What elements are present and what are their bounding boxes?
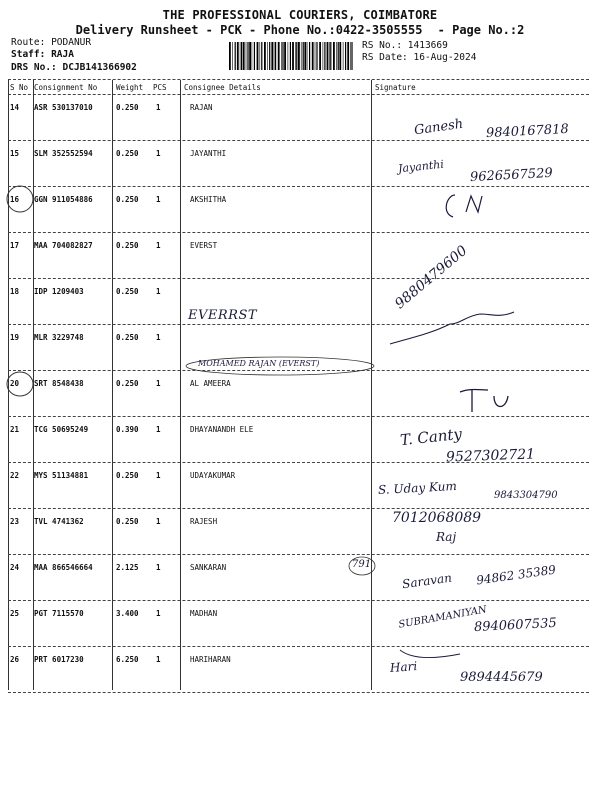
cell-sno: 21 — [10, 425, 20, 434]
rs-no-value: 1413669 — [407, 40, 448, 51]
cell-sno: 17 — [10, 241, 20, 250]
cell-consignment: IDP 1209403 — [34, 287, 84, 296]
hw-hari: Hari — [389, 659, 418, 675]
cell-consignee: RAJESH — [190, 517, 218, 526]
cell-pcs: 1 — [156, 287, 161, 296]
cell-weight: 0.250 — [116, 517, 139, 526]
route-value: PODANUR — [51, 37, 92, 48]
cell-pcs: 1 — [156, 563, 161, 572]
cell-pcs: 1 — [156, 333, 161, 342]
cell-sno: 26 — [10, 655, 20, 664]
cell-consignment: TVL 4741362 — [34, 517, 84, 526]
company-name: THE PROFESSIONAL COURIERS, COIMBATORE — [162, 8, 438, 22]
cell-weight: 0.250 — [116, 333, 139, 342]
cell-consignment: MAA 866546664 — [34, 563, 93, 572]
hw-t-canty: T. Canty — [399, 424, 463, 450]
cell-consignment: PRT 6017230 — [34, 655, 84, 664]
hw-phone-24: 94862 35389 — [475, 562, 557, 588]
cell-sno: 25 — [10, 609, 20, 618]
cell-consignment: TCG 50695249 — [34, 425, 89, 434]
cell-consignment: MLR 3229748 — [34, 333, 84, 342]
cell-consignee: HARIHARAN — [190, 655, 231, 664]
cell-pcs: 1 — [156, 379, 161, 388]
hw-phone-21: 9527302721 — [445, 446, 536, 466]
cell-sno: 19 — [10, 333, 20, 342]
hw-jayanthi: Jayanthi — [397, 157, 445, 176]
hw-subramaniyan: SUBRAMANIYAN — [397, 604, 488, 631]
cell-weight: 0.250 — [116, 471, 139, 480]
hw-phone-14: 9840167818 — [485, 121, 570, 142]
hw-phone-25: 8940607535 — [473, 615, 558, 636]
hw-phone-15: 9626567529 — [469, 165, 554, 186]
cell-pcs: 1 — [156, 517, 161, 526]
col-weight: Weight — [116, 83, 144, 92]
cell-consignment: MYS 51134881 — [34, 471, 89, 480]
cell-pcs: 1 — [156, 471, 161, 480]
cell-consignee: SANKARAN — [190, 563, 227, 572]
cell-weight: 6.250 — [116, 655, 139, 664]
hw-mohamed-rajan: MOHAMED RAJAN (EVERST) — [198, 359, 320, 368]
cell-consignment: MAA 704082827 — [34, 241, 93, 250]
cell-pcs: 1 — [156, 655, 161, 664]
hw-791: 791 — [352, 559, 372, 570]
cell-consignment: ASR 530137010 — [34, 103, 93, 112]
hw-phone-22: 9843304790 — [494, 490, 558, 501]
cell-consignee: JAYANTHI — [190, 149, 227, 158]
hw-saravan: Saravan — [401, 570, 453, 592]
hw-phone-18: 9880479600 — [392, 242, 471, 313]
cell-pcs: 1 — [156, 609, 161, 618]
cell-sno: 15 — [10, 149, 20, 158]
runsheet-title-text: Delivery Runsheet - PCK - Phone No.:0422-3505555 — [75, 23, 423, 37]
cell-sno: 24 — [10, 563, 20, 572]
rs-no-label: RS No.: — [362, 40, 403, 51]
hw-phone-23: 7012068089 — [392, 510, 482, 526]
cell-consignment: PGT 7115570 — [34, 609, 84, 618]
hw-phone-26: 9894445679 — [460, 670, 543, 685]
cell-consignee: RAJAN — [190, 103, 213, 112]
cell-consignment: SLM 352552594 — [34, 149, 93, 158]
col-consignment: Consignment No — [34, 83, 98, 92]
cell-consignee: EVERST — [190, 241, 218, 250]
drs-label: DRS No.: — [11, 62, 57, 73]
col-pcs: PCS — [153, 83, 167, 92]
circle-mark-20 — [7, 372, 33, 396]
drs-value: DCJB141366902 — [62, 62, 137, 73]
route-label: Route: — [11, 37, 46, 48]
cell-consignee: DHAYANANDH ELE — [190, 425, 254, 434]
cell-weight: 2.125 — [116, 563, 139, 572]
cell-pcs: 1 — [156, 195, 161, 204]
cell-consignee: UDAYAKUMAR — [190, 471, 236, 480]
col-consignee: Consignee Details — [184, 83, 261, 92]
rs-date-value: 16-Aug-2024 — [413, 52, 477, 63]
cell-consignment: SRT 8548438 — [34, 379, 84, 388]
cell-sno: 20 — [10, 379, 20, 388]
cell-weight: 0.250 — [116, 149, 139, 158]
cell-sno: 18 — [10, 287, 20, 296]
cell-sno: 23 — [10, 517, 20, 526]
signature-stroke-26 — [400, 650, 460, 657]
cell-consignee: MADHAN — [190, 609, 218, 618]
staff-value: RAJA — [51, 49, 74, 60]
cell-weight: 0.390 — [116, 425, 139, 434]
hw-ganesh: Ganesh — [413, 116, 465, 139]
cell-pcs: 1 — [156, 241, 161, 250]
circle-mark-16 — [7, 186, 33, 212]
cell-weight: 0.250 — [116, 241, 139, 250]
cell-consignee: AKSHITHA — [190, 195, 227, 204]
cell-weight: 0.250 — [116, 103, 139, 112]
col-signature: Signature — [375, 83, 416, 92]
col-sno: S No — [10, 83, 29, 92]
cell-sno: 14 — [10, 103, 20, 112]
cell-weight: 0.250 — [116, 195, 139, 204]
cell-consignee: AL AMEERA — [190, 379, 231, 388]
rs-date-label: RS Date: — [362, 52, 408, 63]
cn-scribble — [446, 195, 482, 217]
hw-raj: Raj — [436, 530, 457, 544]
cell-sno: 22 — [10, 471, 20, 480]
cell-pcs: 1 — [156, 425, 161, 434]
cell-pcs: 1 — [156, 103, 161, 112]
page-number: - Page No.:2 — [437, 23, 525, 37]
cell-weight: 0.250 — [116, 287, 139, 296]
signature-stroke-18 — [390, 312, 514, 344]
cell-pcs: 1 — [156, 149, 161, 158]
staff-label: Staff: — [11, 49, 46, 60]
cell-weight: 3.400 — [116, 609, 139, 618]
hw-everst: EVERRST — [188, 308, 258, 323]
cell-consignment: GGN 911054886 — [34, 195, 93, 204]
cell-sno: 16 — [10, 195, 20, 204]
cell-weight: 0.250 — [116, 379, 139, 388]
hw-s-uday: S. Uday Kum — [377, 478, 458, 498]
